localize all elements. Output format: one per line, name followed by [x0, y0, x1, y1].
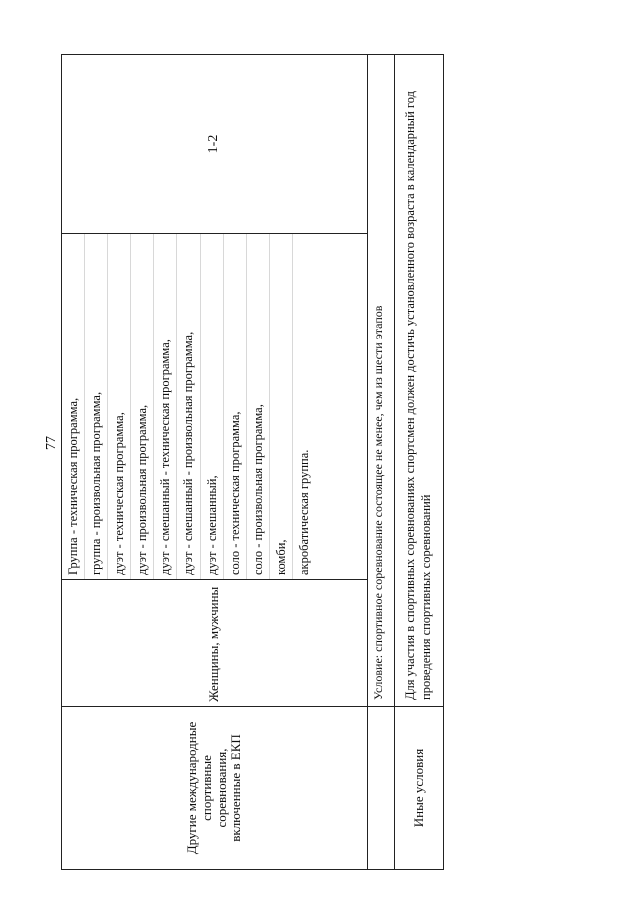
other-conditions-label: Иные условия	[395, 707, 444, 870]
other-conditions-text: Для участия в спортивных соревнованиях спортсмен должен достичь установленного возраста в календарный год проведения спортивных соревнований	[395, 55, 444, 707]
rotated-table-frame	[61, 55, 444, 870]
condition-spacer-cell	[368, 707, 395, 870]
program-item: соло - произвольная программа,	[247, 234, 270, 579]
event-name-cell: Другие международные спортивные соревнования, включенные в ЕКП	[62, 707, 368, 870]
count-cell: 1-2	[62, 55, 368, 234]
program-list	[62, 234, 315, 579]
program-item: соло - техническая программа,	[224, 234, 247, 579]
program-item: группа - произвольная программа,	[85, 234, 108, 579]
other-conditions-row	[395, 55, 444, 870]
program-item: дуэт - смешанный - техническая программа,	[154, 234, 177, 579]
requirements-table	[61, 54, 444, 870]
condition-row	[368, 55, 395, 870]
programs-cell	[62, 234, 368, 580]
event-row	[62, 55, 368, 870]
page-number: 77	[44, 436, 59, 450]
program-item: акробатическая группа.	[296, 449, 311, 575]
program-item: Группа - техническая программа,	[62, 234, 85, 579]
program-item: дуэт - смешанный - произвольная программа,	[177, 234, 200, 579]
program-item: комби,	[270, 234, 293, 579]
group-cell: Женщины, мужчины	[62, 580, 368, 707]
program-item: дуэт - смешанный,	[201, 234, 224, 579]
program-item: дуэт - произвольная программа,	[131, 234, 154, 579]
condition-cell: Условие: спортивное соревнование состоящее не менее, чем из шести этапов	[368, 55, 395, 707]
program-item: дуэт - техническая программа,	[108, 234, 131, 579]
